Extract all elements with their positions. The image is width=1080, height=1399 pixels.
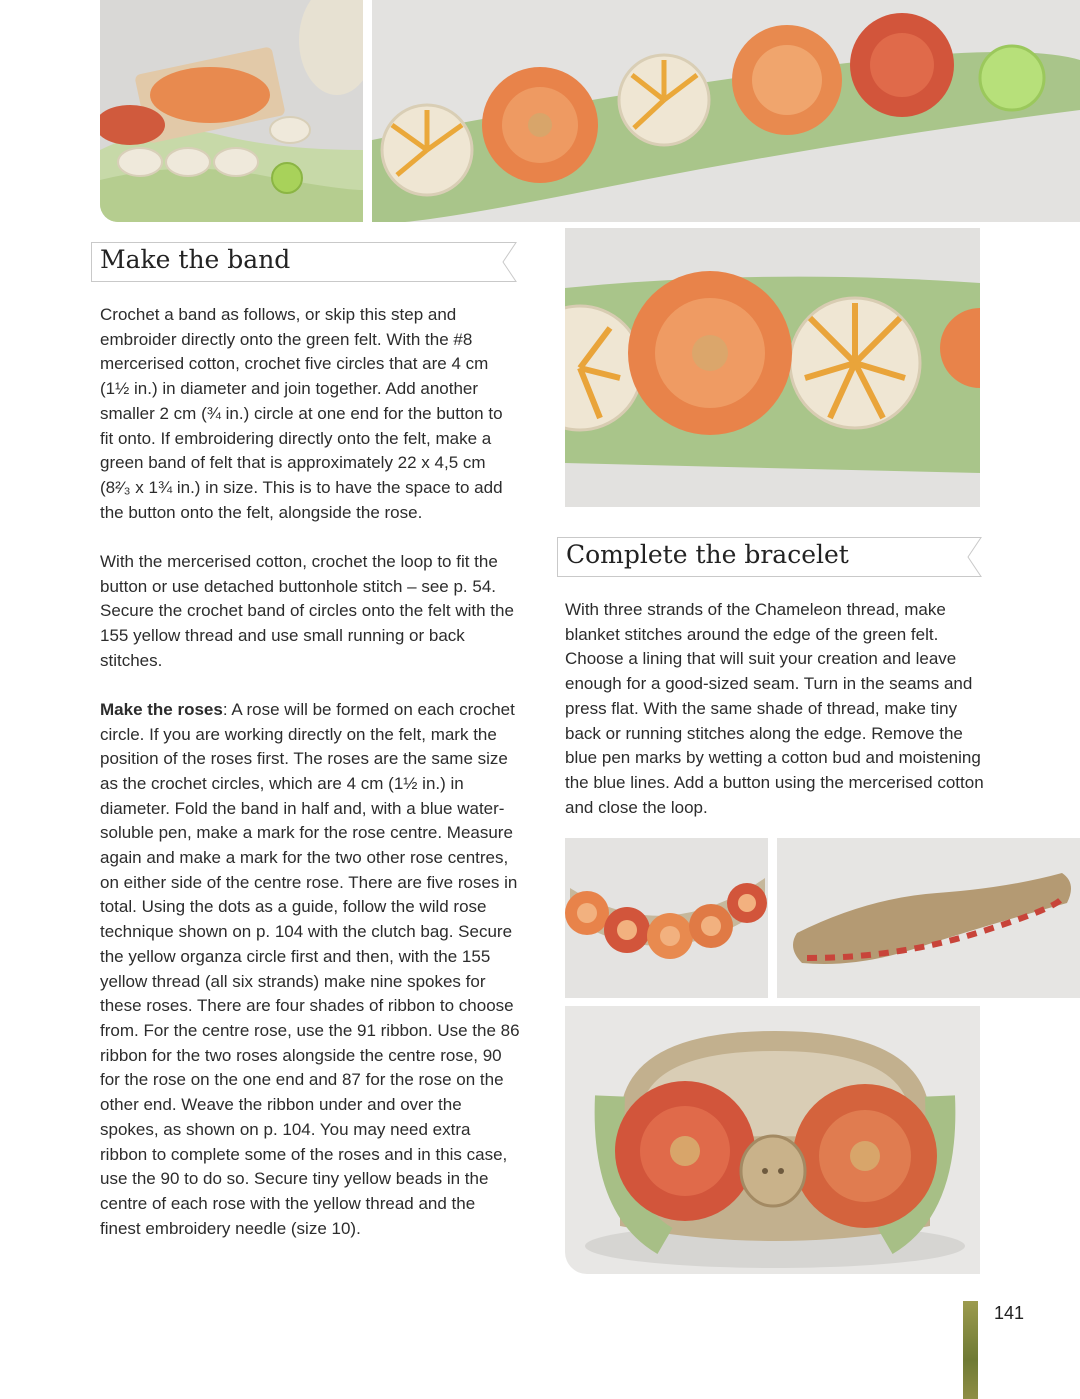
section-heading-complete-the-bracelet (557, 537, 993, 577)
paragraph: With the mercerised cotton, crochet the loop to fit the button or use detached buttonhole stitch – see p. 54. Secure the crochet band of circles onto the felt with the 155 yellow thread and use small running or back stitches. (100, 551, 514, 670)
roses-lead: Make the roses (100, 699, 223, 719)
roses-text: : A rose will be formed on each crochet circle. If you are working directly on the felt, mark the position of the roses first. The roses are the same size as the crochet circles, which are 4 cm (1½ in.) in diameter. Fold the band in half and, with a blue water-soluble pen, make a mark for the rose centre. Measure again and make a mark for the two other rose centres, on either side of the centre rose. There are five roses in total. Using the dots as a guide, follow the wild rose technique shown on p. 104 with the clutch bag. Secure the yellow organza circle first and then, with the 155 yellow thread (all six strands) make nine spokes for these roses. There are four shades of ribbon to choose from. For the centre rose, use the 91 ribbon. Use the 86 ribbon for the two roses alongside the centre rose, 90 for the rose on the one end and 87 for the rose on the other end. Weave the ribbon under and over the spokes, as shown on p. 104. You may need extra ribbon to complete some of the roses and in this case, use the 90 to do so. Secure tiny yellow beads in the centre of each rose with the yellow thread and the finest embroidery needle (size 10). (100, 699, 520, 1238)
page-number: 141 (994, 1303, 1025, 1323)
section-heading-make-the-band (91, 242, 528, 282)
roses-closeup-photo (565, 228, 980, 507)
bracelet-lining-photo (777, 838, 1080, 998)
make-the-band-text (100, 303, 520, 1266)
heading-text: Complete the bracelet (566, 540, 849, 569)
bracelet-front-photo (565, 838, 768, 998)
roses-paragraph (100, 698, 520, 1241)
materials-photo (100, 0, 363, 222)
page-tab (963, 1301, 978, 1399)
bracelet-closed-photo (565, 1006, 980, 1274)
paragraph: Crochet a band as follows, or skip this step and embroider directly onto the green felt. With the #8 mercerised cotton, crochet five circles that are 4 cm (1½ in.) in diameter and join together. Add another smaller 2 cm (¾ in.) circle at one end for the button to fit onto. If embroidering directly onto the felt, make a green band of felt that is approximately 22 x 4,5 cm (8²⁄₃ x 1¾ in.) in size. This is to have the space to add the button onto the felt, alongside the rose. (100, 305, 503, 522)
heading-text: Make the band (100, 245, 291, 274)
complete-the-bracelet-text (565, 598, 985, 845)
finished-band-photo (372, 0, 1080, 222)
paragraph: With three strands of the Chameleon thread, make blanket stitches around the edge of the green felt. Choose a lining that will suit your creation and leave enough for a good-sized seam. Turn in the seams and press flat. With the same shade of thread, make tiny back or running stitches along the edge. Remove the blue pen marks by wetting a cotton bud and moistening the blue lines. Add a button using the mercerised cotton and close the loop. (565, 600, 984, 817)
